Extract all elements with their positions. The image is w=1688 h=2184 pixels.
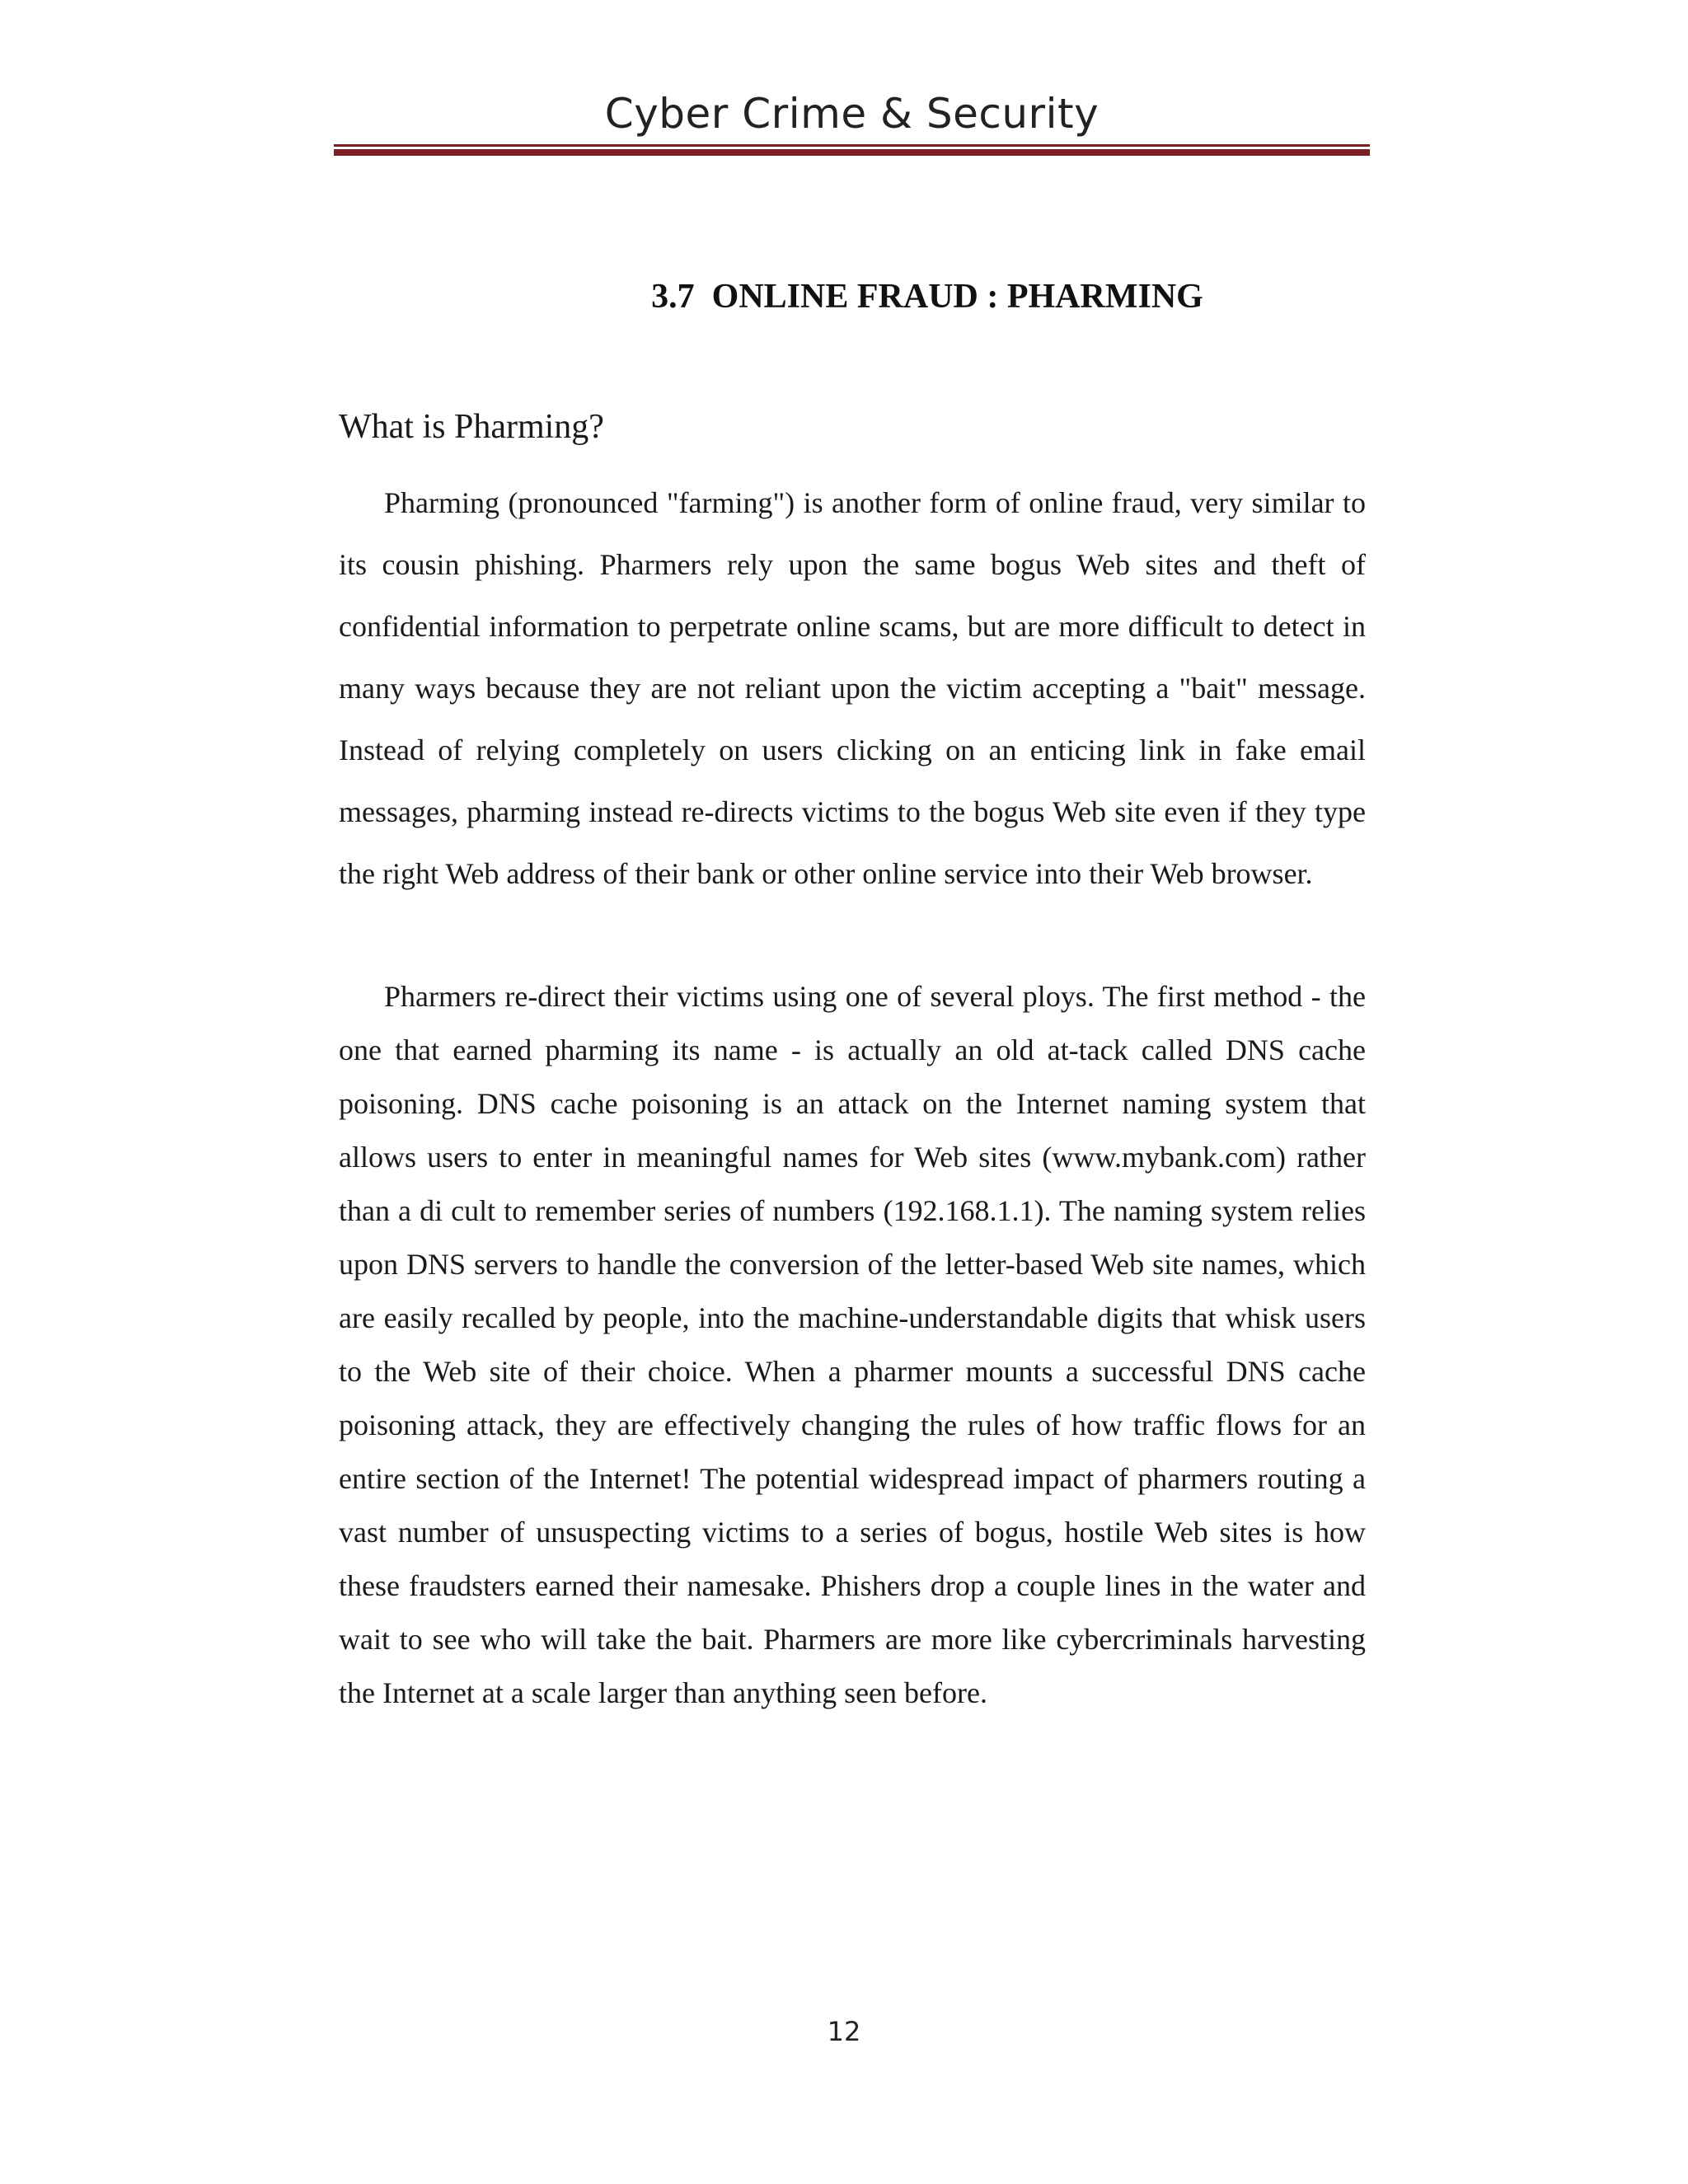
header-rule-thin-line bbox=[334, 144, 1370, 147]
running-header-title: Cyber Crime & Security bbox=[604, 90, 1100, 138]
body-paragraph-2: Pharmers re-direct their victims using one of several ploys. The first method - the one that earned pharming its name - is actually an old at-tack called DNS cache poisoning. DNS cache poisoning is an attack on the Internet naming system that allows users to enter in meaningful names for Web sites (www.mybank.com) rather than a di cult to remember series of numbers (192.168.1.1). The naming system relies upon DNS servers to handle the conversion of the letter-based Web site names, which are easily recalled by people, into the machine-understandable digits that whisk users to the Web site of their choice. When a pharmer mounts a successful DNS cache poisoning attack, they are effectively changing the rules of how traffic flows for an entire section of the Internet! The potential widespread impact of pharmers routing a vast number of unsuspecting victims to a series of bogus, hostile Web sites is how these fraudsters earned their namesake. Phishers drop a couple lines in the water and wait to see who will take the bait. Pharmers are more like cybercriminals harvesting the Internet at a scale larger than anything seen before. bbox=[339, 980, 1366, 1709]
header-rule-thick-line bbox=[334, 149, 1370, 156]
section-title: 3.7 ONLINE FRAUD : PHARMING bbox=[651, 278, 1203, 316]
subheading: What is Pharming? bbox=[339, 408, 604, 446]
body-paragraph-1: Pharming (pronounced "farming") is another form of online fraud, very similar to its cousin phishing. Pharmers rely upon the same bogus Web sites and theft of confidential information to perpetrate online scams, but are more difficult to detect in many ways because they are not reliant upon the victim accepting a "bait" message. Instead of relying completely on users clicking on an enticing link in fake email messages, pharming instead re-directs victims to the bogus Web site even if they type the right Web address of their bank or other online service into their Web browser. bbox=[339, 486, 1366, 890]
header-rule bbox=[334, 144, 1370, 156]
page-number: 12 bbox=[827, 2016, 861, 2047]
